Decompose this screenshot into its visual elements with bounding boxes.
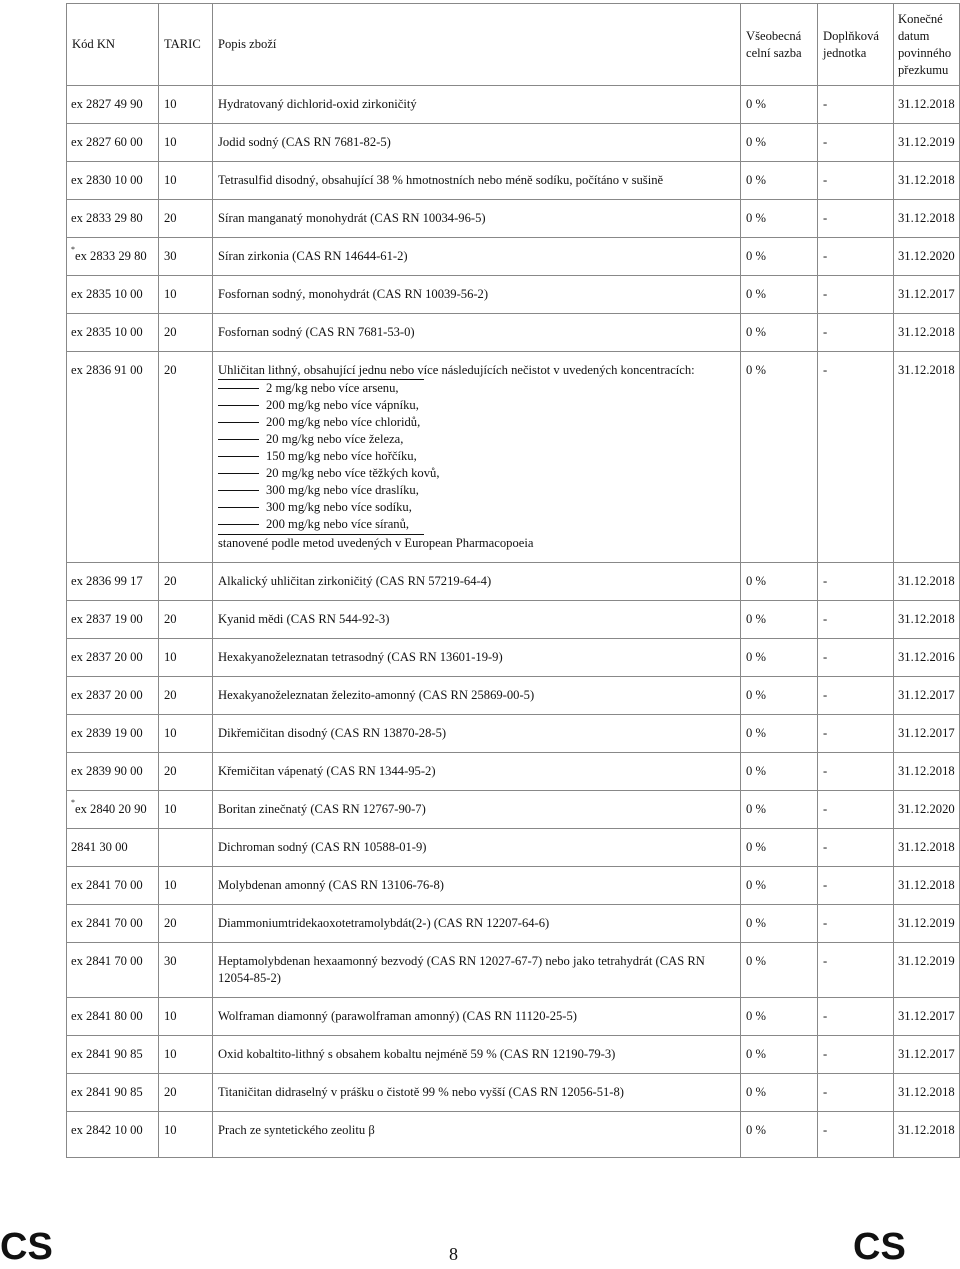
dash-mark [218,422,259,423]
jednotka-cell: - [818,867,894,905]
kod-kn-value: ex 2841 90 85 [71,1085,143,1099]
table-row [67,563,960,601]
jednotka-cell: - [818,1036,894,1074]
jednotka-cell: - [818,998,894,1036]
kod-kn-value: ex 2837 20 00 [71,688,143,702]
kod-kn-cell [67,998,159,1036]
celni-sazba-cell: 0 % [741,1074,818,1112]
datum-cell: 31.12.2018 [894,200,960,238]
taric-cell: 10 [159,276,213,314]
jednotka-cell: - [818,677,894,715]
datum-cell: 31.12.2019 [894,905,960,943]
jednotka-cell: - [818,639,894,677]
kod-kn-value: ex 2841 70 00 [71,954,143,968]
impurity-item [218,397,735,414]
header-celni-line: celní sazba [746,45,802,60]
taric-cell: 20 [159,677,213,715]
header-datum-line: povinného [898,45,952,60]
celni-sazba-cell: 0 % [741,200,818,238]
kod-kn-cell [67,1036,159,1074]
impurity-text: 300 mg/kg nebo více draslíku, [266,483,419,497]
popis-cell: Křemičitan vápenatý (CAS RN 1344-95-2) [213,753,741,791]
dash-mark [218,507,259,508]
popis-cell: Diammoniumtridekaoxotetramolybdát(2-) (CAS RN 12207-64-6) [213,905,741,943]
table-row [67,238,960,276]
kod-kn-cell [67,753,159,791]
kod-kn-value: ex 2841 90 85 [71,1047,143,1061]
kod-kn-value: ex 2836 99 17 [71,574,143,588]
table-row [67,1112,960,1158]
celni-sazba-cell: 0 % [741,791,818,829]
table-row [67,715,960,753]
impurity-text: 2 mg/kg nebo více arsenu, [266,381,399,395]
jednotka-cell: - [818,563,894,601]
taric-cell: 10 [159,791,213,829]
datum-cell: 31.12.2019 [894,124,960,162]
jednotka-cell: - [818,829,894,867]
table-row [67,352,960,563]
taric-cell: 20 [159,601,213,639]
table-row [67,791,960,829]
change-marker: * [71,798,75,807]
header-row [67,4,960,86]
kod-kn-cell [67,162,159,200]
header-popis: Popis zboží [213,4,741,86]
impurity-text: 200 mg/kg nebo více vápníku, [266,398,419,412]
taric-cell: 20 [159,314,213,352]
table-row [67,124,960,162]
dash-mark [218,405,259,406]
table-row [67,905,960,943]
celni-sazba-cell: 0 % [741,124,818,162]
kod-kn-cell [67,200,159,238]
header-jednotka [818,4,894,86]
kod-kn-value: ex 2837 19 00 [71,612,143,626]
impurity-item [218,431,735,448]
kod-kn-value: ex 2841 80 00 [71,1009,143,1023]
header-datum-line: datum [898,28,930,43]
datum-cell: 31.12.2017 [894,677,960,715]
impurity-text: 150 mg/kg nebo více hořčíku, [266,449,417,463]
popis-cell: Heptamolybdenan hexaamonný bezvodý (CAS RN 12027-67-7) nebo jako tetrahydrát (CAS RN 12054-85-2) [213,943,741,998]
popis-cell: Hydratovaný dichlorid-oxid zirkoničitý [213,86,741,124]
kod-kn-value: ex 2839 19 00 [71,726,143,740]
table-row [67,1074,960,1112]
kod-kn-value: ex 2835 10 00 [71,287,143,301]
kod-kn-value: ex 2827 60 00 [71,135,143,149]
datum-cell: 31.12.2018 [894,867,960,905]
popis-cell: Boritan zinečnatý (CAS RN 12767-90-7) [213,791,741,829]
kod-kn-value: ex 2841 70 00 [71,878,143,892]
table-row [67,200,960,238]
celni-sazba-cell: 0 % [741,905,818,943]
header-celni-line: Všeobecná [746,28,802,43]
header-jednotka-line: jednotka [823,45,867,60]
kod-kn-value: ex 2837 20 00 [71,650,143,664]
kod-kn-value: ex 2830 10 00 [71,173,143,187]
celni-sazba-cell: 0 % [741,753,818,791]
popis-cell: Dichroman sodný (CAS RN 10588-01-9) [213,829,741,867]
jednotka-cell: - [818,905,894,943]
popis-cell: Hexakyanoželeznatan železito-amonný (CAS RN 25869-00-5) [213,677,741,715]
jednotka-cell: - [818,1074,894,1112]
impurity-text: 20 mg/kg nebo více železa, [266,432,404,446]
celni-sazba-cell: 0 % [741,677,818,715]
popis-cell: Alkalický uhličitan zirkoničitý (CAS RN 57219-64-4) [213,563,741,601]
datum-cell: 31.12.2018 [894,314,960,352]
footer-language-left: CS [0,1226,53,1268]
taric-cell: 20 [159,352,213,563]
kod-kn-cell [67,677,159,715]
datum-cell: 31.12.2018 [894,829,960,867]
jednotka-cell: - [818,238,894,276]
datum-cell: 31.12.2019 [894,943,960,998]
datum-cell: 31.12.2018 [894,753,960,791]
dash-mark [218,439,259,440]
table-row [67,677,960,715]
popis-cell: Kyanid mědi (CAS RN 544-92-3) [213,601,741,639]
change-marker: * [71,245,75,254]
popis-cell: Tetrasulfid disodný, obsahující 38 % hmotnostních nebo méně sodíku, počítáno v sušině [213,162,741,200]
jednotka-cell: - [818,715,894,753]
celni-sazba-cell: 0 % [741,715,818,753]
impurity-item [218,516,735,533]
kod-kn-cell [67,791,159,829]
kod-kn-cell [67,715,159,753]
taric-cell: 20 [159,1074,213,1112]
table-row [67,867,960,905]
kod-kn-value: ex 2839 90 00 [71,764,143,778]
dash-mark [218,388,259,389]
celni-sazba-cell: 0 % [741,943,818,998]
popis-cell: Síran manganatý monohydrát (CAS RN 10034-96-5) [213,200,741,238]
kod-kn-cell [67,943,159,998]
popis-cell: Síran zirkonia (CAS RN 14644-61-2) [213,238,741,276]
jednotka-cell: - [818,943,894,998]
celni-sazba-cell: 0 % [741,162,818,200]
taric-cell: 10 [159,1112,213,1158]
datum-cell: 31.12.2016 [894,639,960,677]
taric-cell: 20 [159,753,213,791]
popis-cell: Dikřemičitan disodný (CAS RN 13870-28-5) [213,715,741,753]
taric-cell: 10 [159,639,213,677]
kod-kn-value: 2841 30 00 [71,840,128,854]
taric-cell: 10 [159,86,213,124]
taric-cell: 10 [159,715,213,753]
impurity-outro: stanovené podle metod uvedených v European Pharmacopoeia [218,536,534,550]
kod-kn-value: ex 2841 70 00 [71,916,143,930]
impurity-text: 200 mg/kg nebo více chloridů, [266,415,421,429]
impurity-item [218,482,735,499]
kod-kn-value: ex 2833 29 80 [75,249,147,263]
header-datum-line: přezkumu [898,62,949,77]
datum-cell: 31.12.2017 [894,998,960,1036]
taric-cell: 20 [159,905,213,943]
kod-kn-cell [67,563,159,601]
kod-kn-cell [67,314,159,352]
kod-kn-cell [67,238,159,276]
datum-cell: 31.12.2018 [894,563,960,601]
taric-cell: 20 [159,200,213,238]
header-datum-line: Konečné [898,11,943,26]
celni-sazba-cell: 0 % [741,1112,818,1158]
jednotka-cell: - [818,162,894,200]
kod-kn-cell: ex 2836 91 00 [67,352,159,563]
header-taric: TARIC [159,4,213,86]
popis-cell: Fosfornan sodný (CAS RN 7681-53-0) [213,314,741,352]
table-row [67,601,960,639]
taric-cell: 30 [159,943,213,998]
kod-kn-value: ex 2840 20 90 [75,802,147,816]
taric-cell: 10 [159,998,213,1036]
table-row [67,998,960,1036]
kod-kn-cell [67,124,159,162]
table-row [67,162,960,200]
popis-cell: Jodid sodný (CAS RN 7681-82-5) [213,124,741,162]
taric-cell: 10 [159,867,213,905]
celni-sazba-cell: 0 % [741,563,818,601]
popis-cell: Molybdenan amonný (CAS RN 13106-76-8) [213,867,741,905]
taric-cell: 10 [159,124,213,162]
celni-sazba-cell: 0 % [741,1036,818,1074]
header-jednotka-line: Doplňková [823,28,879,43]
celni-sazba-cell: 0 % [741,276,818,314]
header-kod-kn: Kód KN [67,4,159,86]
datum-cell: 31.12.2017 [894,276,960,314]
tariff-table [66,3,960,1158]
celni-sazba-cell: 0 % [741,314,818,352]
taric-cell: 10 [159,162,213,200]
footer-language-right: CS [853,1226,906,1268]
celni-sazba-cell: 0 % [741,998,818,1036]
dash-mark [218,473,259,474]
kod-kn-cell [67,601,159,639]
datum-cell: 31.12.2018 [894,601,960,639]
kod-kn-cell [67,829,159,867]
impurity-text: 200 mg/kg nebo více síranů, [266,517,410,531]
celni-sazba-cell: 0 % [741,829,818,867]
impurity-intro: Uhličitan lithný, obsahující jednu nebo více následujících nečistot v uvedených koncentracích: [218,363,695,377]
taric-cell: 10 [159,1036,213,1074]
celni-sazba-cell: 0 % [741,238,818,276]
kod-kn-cell [67,905,159,943]
jednotka-cell: - [818,753,894,791]
jednotka-cell: - [818,791,894,829]
impurity-text: 300 mg/kg nebo více sodíku, [266,500,412,514]
popis-cell: Prach ze syntetického zeolitu β [213,1112,741,1158]
popis-cell [213,352,741,563]
datum-cell: 31.12.2020 [894,238,960,276]
datum-cell: 31.12.2017 [894,1036,960,1074]
popis-cell: Hexakyanoželeznatan tetrasodný (CAS RN 13601-19-9) [213,639,741,677]
impurity-item [218,465,735,482]
jednotka-cell: - [818,276,894,314]
impurity-item [218,499,735,516]
taric-cell: 30 [159,238,213,276]
jednotka-cell: - [818,601,894,639]
kod-kn-value: ex 2833 29 80 [71,211,143,225]
kod-kn-cell [67,86,159,124]
kod-kn-value: ex 2842 10 00 [71,1123,143,1137]
table-row [67,86,960,124]
kod-kn-cell [67,867,159,905]
table-row [67,639,960,677]
celni-sazba-cell: 0 % [741,601,818,639]
taric-cell: 20 [159,563,213,601]
kod-kn-cell [67,1112,159,1158]
jednotka-cell: - [818,86,894,124]
celni-sazba-cell: 0 % [741,352,818,563]
kod-kn-cell [67,1074,159,1112]
jednotka-cell: - [818,352,894,563]
table-row [67,829,960,867]
popis-cell: Titaničitan didraselný v prášku o čistotě 99 % nebo vyšší (CAS RN 12056-51-8) [213,1074,741,1112]
datum-cell: 31.12.2018 [894,1074,960,1112]
dash-mark [218,490,259,491]
header-celni-sazba [741,4,818,86]
datum-cell: 31.12.2018 [894,1112,960,1158]
table-row [67,753,960,791]
celni-sazba-cell: 0 % [741,867,818,905]
dash-mark [218,524,259,525]
table-row [67,1036,960,1074]
kod-kn-cell [67,276,159,314]
jednotka-cell: - [818,124,894,162]
datum-cell: 31.12.2018 [894,352,960,563]
impurity-item [218,380,735,397]
impurity-text: 20 mg/kg nebo více těžkých kovů, [266,466,440,480]
datum-cell: 31.12.2017 [894,715,960,753]
jednotka-cell: - [818,1112,894,1158]
header-datum [894,4,960,86]
datum-cell: 31.12.2020 [894,791,960,829]
impurity-item [218,448,735,465]
kod-kn-value: ex 2835 10 00 [71,325,143,339]
table-row [67,943,960,998]
celni-sazba-cell: 0 % [741,639,818,677]
kod-kn-cell [67,639,159,677]
kod-kn-value: ex 2827 49 90 [71,97,143,111]
celni-sazba-cell: 0 % [741,86,818,124]
popis-cell: Oxid kobaltito-lithný s obsahem kobaltu nejméně 59 % (CAS RN 12190-79-3) [213,1036,741,1074]
page-number: 8 [449,1244,458,1264]
datum-cell: 31.12.2018 [894,162,960,200]
popis-cell: Fosfornan sodný, monohydrát (CAS RN 10039-56-2) [213,276,741,314]
taric-cell [159,829,213,867]
jednotka-cell: - [818,314,894,352]
table-row [67,276,960,314]
table-row [67,314,960,352]
datum-cell: 31.12.2018 [894,86,960,124]
dash-mark [218,456,259,457]
jednotka-cell: - [818,200,894,238]
impurity-item [218,414,735,431]
popis-cell: Wolframan diamonný (parawolframan amonný) (CAS RN 11120-25-5) [213,998,741,1036]
